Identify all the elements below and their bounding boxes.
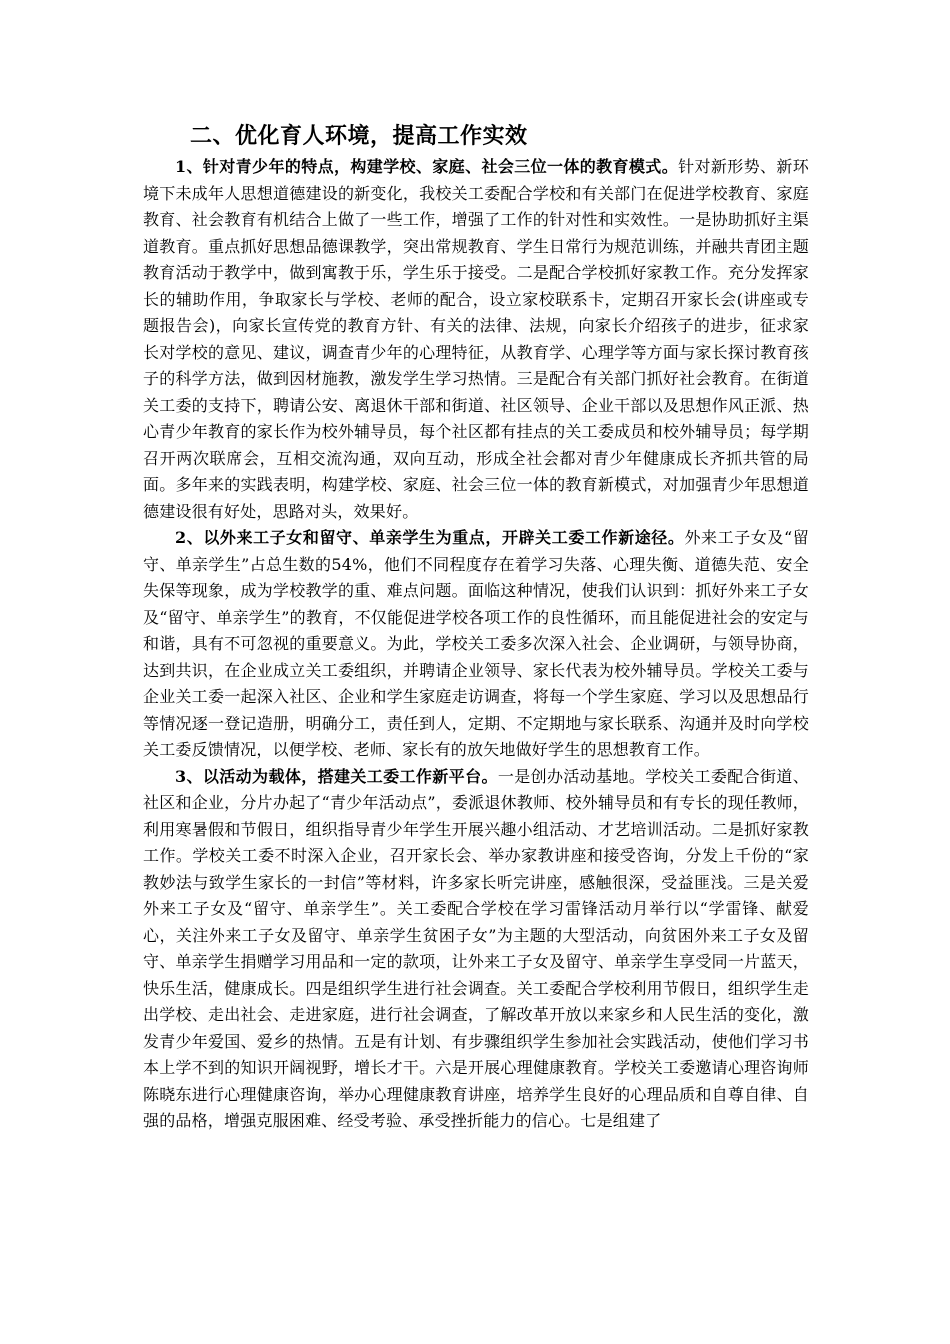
paragraph-2-heading: 2、以外来工子女和留守、单亲学生为重点，开辟关工委工作新途径。 [175, 528, 685, 547]
paragraph-1 [143, 154, 809, 525]
paragraph-3-heading: 3、以活动为载体，搭建关工委工作新平台。 [175, 766, 498, 786]
paragraph-3-text: 一是创办活动基地。学校关工委配合街道、社区和企业，分片办起了“青少年活动点”，委派退休教师、校外辅导员和有专长的现任教师，利用寒暑假和节假日，组织指导青少年学生开展兴趣小组活动、才艺培训活动。二是抓好家教工作。学校关工委不时深入企业，召开家长会、举办家教讲座和接受咨询，分发上千份的“家教妙法与致学生家长的一封信”等材料，许多家长听完讲座，感触很深，受益匪浅。三是关爱外来工子女及“留守、单亲学生”。关工委配合学校在学习雷锋活动月举行以“学雷锋、献爱心，关注外来工子女及留守、单亲学生贫困子女”为主题的大型活动，向贫困外来工子女及留守、单亲学生捐赠学习用品和一定的款项，让外来工子女及留守、单亲学生享受同一片蓝天，快乐生活，健康成长。四是组织学生进行社会调查。关工委配合学校利用节假日，组织学生走出学校、走出社会、走进家庭，进行社会调查，了解改革开放以来家乡和人民生活的变化，激发青少年爱国、爱乡的热情。五是有计划、有步骤组织学生参加社会实践活动，使他们学习书本上学不到的知识开阔视野，增长才干。六是开展心理健康教育。学校关工委邀请心理咨询师陈晓东进行心理健康咨询，举办心理健康教育讲座，培养学生良好的心理品质和自尊自律、自强的品格，增强克服困难、经受考验、承受挫折能力的信心。七是组建了 [143, 766, 809, 1130]
paragraph-1-text: 针对新形势、新环境下未成年人思想道德建设的新变化，我校关工委配合学校和有关部门在促进学校教育、家庭教育、社会教育有机结合上做了一些工作，增强了工作的针对性和实效性。一是协助抓好主渠道教育。重点抓好思想品德课教学，突出常规教育、学生日常行为规范训练，并融共青团主题教育活动于教学中，做到寓教于乐，学生乐于接受。二是配合学校抓好家教工作。充分发挥家长的辅助作用，争取家长与学校、老师的配合，设立家校联系卡，定期召开家长会(讲座或专题报告会)，向家长宣传党的教育方针、有关的法律、法规，向家长介绍孩子的进步，征求家长对学校的意见、建议，调查青少年的心理特征，从教育学、心理学等方面与家长探讨教育孩子的科学方法，做到因材施教，激发学生学习热情。三是配合有关部门抓好社会教育。在街道关工委的支持下，聘请公安、离退休干部和街道、社区领导、企业干部以及思想作风正派、热心青少年教育的家长作为校外辅导员，每个社区都有挂点的关工委成员和校外辅导员；每学期召开两次联席会，互相交流沟通，双向互动，形成全社会都对青少年健康成长齐抓共管的局面。多年来的实践表明，构建学校、家庭、社会三位一体的教育新模式，对加强青少年思想道德建设很有好处，思路对头，效果好。 [143, 157, 809, 521]
document-body [143, 122, 809, 1135]
paragraph-3 [143, 764, 809, 1135]
paragraph-1-heading: 1、针对青少年的特点，构建学校、家庭、社会三位一体的教育模式。 [175, 157, 679, 176]
paragraph-2 [143, 525, 809, 764]
section-title: 二、优化育人环境，提高工作实效 [190, 123, 528, 149]
paragraph-2-text: 外来工子女及“留守、单亲学生”占总生数的54%，他们不同程度存在着学习失落、心理失衡、道德失范、安全失保等现象，成为学校教学的重、难点问题。面临这种情况，使我们认识到：抓好外来工子女及“留守、单亲学生”的教育，不仅能促进学校各项工作的良性循环，而且能促进社会的安定与和谐，具有不可忽视的重要意义。为此，学校关工委多次深入社会、企业调研，与领导协商，达到共识，在企业成立关工委组织，并聘请企业领导、家长代表为校外辅导员。学校关工委与企业关工委一起深入社区、企业和学生家庭走访调查，将每一个学生家庭、学习以及思想品行等情况逐一登记造册，明确分工，责任到人，定期、不定期地与家长联系、沟通并及时向学校关工委反馈情况，以便学校、老师、家长有的放矢地做好学生的思想教育工作。 [143, 528, 809, 759]
